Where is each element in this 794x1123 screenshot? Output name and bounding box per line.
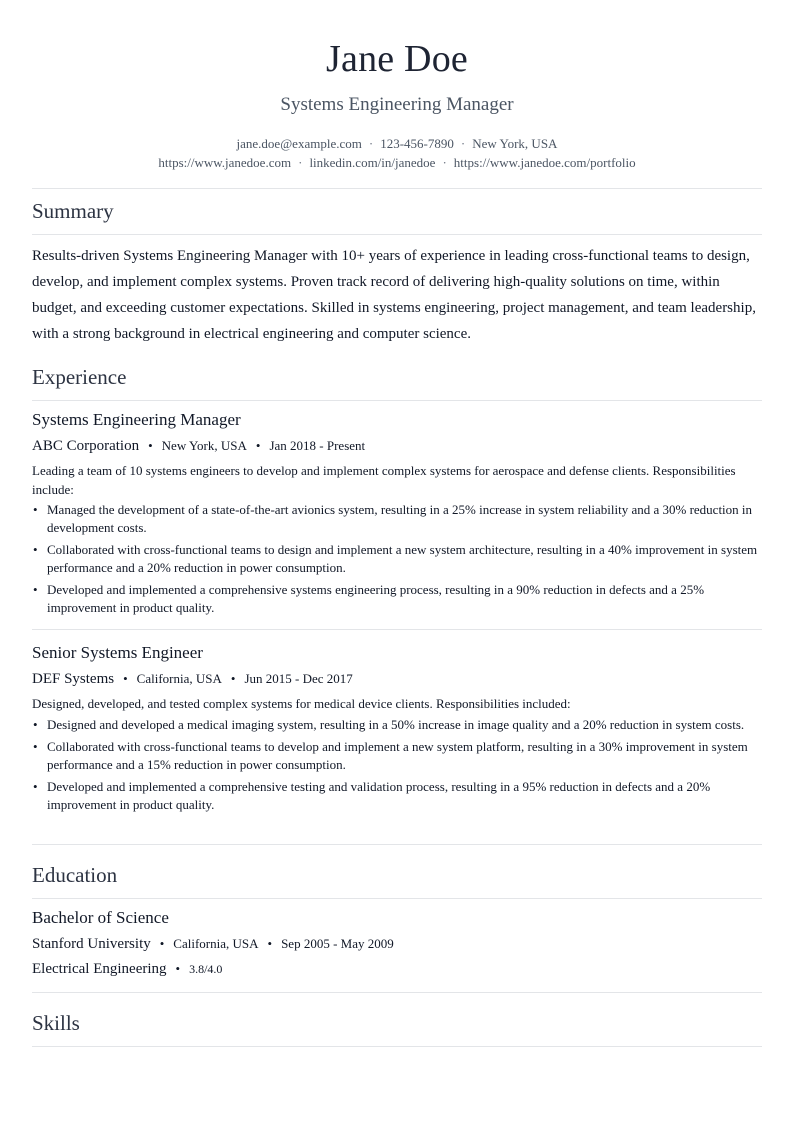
- bullet-icon: •: [33, 582, 38, 597]
- meta-dot: •: [175, 961, 181, 976]
- education-meta: [32, 934, 394, 954]
- degree-title: Bachelor of Science: [32, 908, 169, 927]
- contact-separator: ·: [368, 136, 374, 151]
- section-heading-experience: Experience: [32, 365, 127, 389]
- email-link[interactable]: jane.doe@example.com: [236, 136, 362, 151]
- job-location: California, USA: [136, 671, 222, 686]
- meta-dot: •: [159, 936, 165, 951]
- section-heading-skills: Skills: [32, 1011, 80, 1035]
- job-description: Leading a team of 10 systems engineers to develop and implement complex systems for aerospace and defense clients. Responsibilities include:: [32, 463, 736, 497]
- job-bullets: [32, 501, 762, 621]
- summary-text: Results-driven Systems Engineering Manager with 10+ years of experience in leading cross-functional teams to design, develop, and implement complex systems. Proven track record of delivering high-quality solutions on time, within budget, and exceeding customer expectations. Skilled in systems engineering, project management, and team leadership, with a strong background in electrical engineering and computer science.: [32, 248, 756, 342]
- divider: [32, 400, 762, 401]
- contact-line-2: [32, 154, 762, 172]
- contact-line-1: [32, 135, 762, 153]
- gpa-value: 3.8/4.0: [189, 962, 223, 976]
- section-heading-summary: Summary: [32, 199, 114, 223]
- bullet-text: Managed the development of a state-of-the-art avionics system, resulting in a 25% increase in system reliability and a 30% reduction in development costs.: [47, 502, 753, 535]
- meta-dot: •: [123, 671, 128, 686]
- website-link[interactable]: https://www.janedoe.com: [158, 155, 292, 170]
- job-meta: [32, 669, 353, 689]
- list-item: [32, 738, 762, 774]
- list-item: [32, 716, 762, 734]
- bullet-text: Collaborated with cross-functional teams to develop and implement a new system platform, resulting in a 30% improvement in system performance and a 15% reduction in power consumption.: [47, 739, 748, 772]
- list-item: [32, 501, 762, 537]
- company-name: DEF Systems: [32, 671, 115, 687]
- list-item: [32, 778, 762, 814]
- bullet-icon: •: [33, 542, 38, 557]
- section-heading-education: Education: [32, 863, 118, 887]
- divider: [32, 1046, 762, 1047]
- field-of-study: Electrical Engineering: [32, 961, 167, 977]
- bullet-text: Developed and implemented a comprehensive testing and validation process, resulting in a 95% reduction in defects and a 20% improvement in product quality.: [47, 779, 711, 812]
- school-name: Stanford University: [32, 936, 151, 952]
- bullet-icon: •: [33, 717, 38, 732]
- contact-separator: ·: [298, 155, 303, 170]
- meta-dot: •: [255, 438, 261, 453]
- bullet-text: Designed and developed a medical imaging system, resulting in a 50% increase in image quality and a 20% reduction in system costs.: [47, 717, 745, 732]
- meta-dot: •: [267, 936, 273, 951]
- bullet-text: Collaborated with cross-functional teams to design and implement a new system architecture, resulting in a 40% improvement in system performance and a 20% reduction in power consumption.: [47, 542, 758, 575]
- school-location: California, USA: [173, 936, 259, 951]
- location-text: New York, USA: [472, 136, 558, 151]
- bullet-icon: •: [33, 502, 38, 517]
- divider: [32, 898, 762, 899]
- divider: [32, 188, 762, 189]
- candidate-name: Jane Doe: [326, 38, 468, 80]
- contact-separator: ·: [442, 155, 447, 170]
- job-title: Senior Systems Engineer: [32, 643, 203, 662]
- job-location: New York, USA: [161, 438, 247, 453]
- divider: [32, 992, 762, 993]
- job-meta: [32, 436, 365, 456]
- company-name: ABC Corporation: [32, 438, 140, 454]
- job-dates: Jun 2015 - Dec 2017: [244, 671, 353, 686]
- job-bullets: [32, 716, 762, 818]
- meta-dot: •: [148, 438, 153, 453]
- bullet-icon: •: [33, 739, 38, 754]
- job-dates: Jan 2018 - Present: [269, 438, 366, 453]
- divider: [32, 629, 762, 630]
- divider: [32, 844, 762, 845]
- bullet-icon: •: [33, 779, 38, 794]
- bullet-text: Developed and implemented a comprehensive systems engineering process, resulting in a 90% reduction in defects and a 25% improvement in product quality.: [47, 582, 705, 615]
- list-item: [32, 541, 762, 577]
- divider: [32, 234, 762, 235]
- job-title: Systems Engineering Manager: [32, 410, 241, 429]
- education-dates: Sep 2005 - May 2009: [281, 936, 394, 951]
- contact-separator: ·: [460, 136, 466, 151]
- field-meta: [32, 959, 222, 979]
- meta-dot: •: [230, 671, 236, 686]
- job-description: Designed, developed, and tested complex systems for medical device clients. Responsibilities included:: [32, 696, 571, 711]
- candidate-title: Systems Engineering Manager: [280, 94, 514, 115]
- list-item: [32, 581, 762, 617]
- phone-number[interactable]: 123-456-7890: [380, 136, 454, 151]
- linkedin-link[interactable]: linkedin.com/in/janedoe: [309, 155, 436, 170]
- portfolio-link[interactable]: https://www.janedoe.com/portfolio: [453, 155, 636, 170]
